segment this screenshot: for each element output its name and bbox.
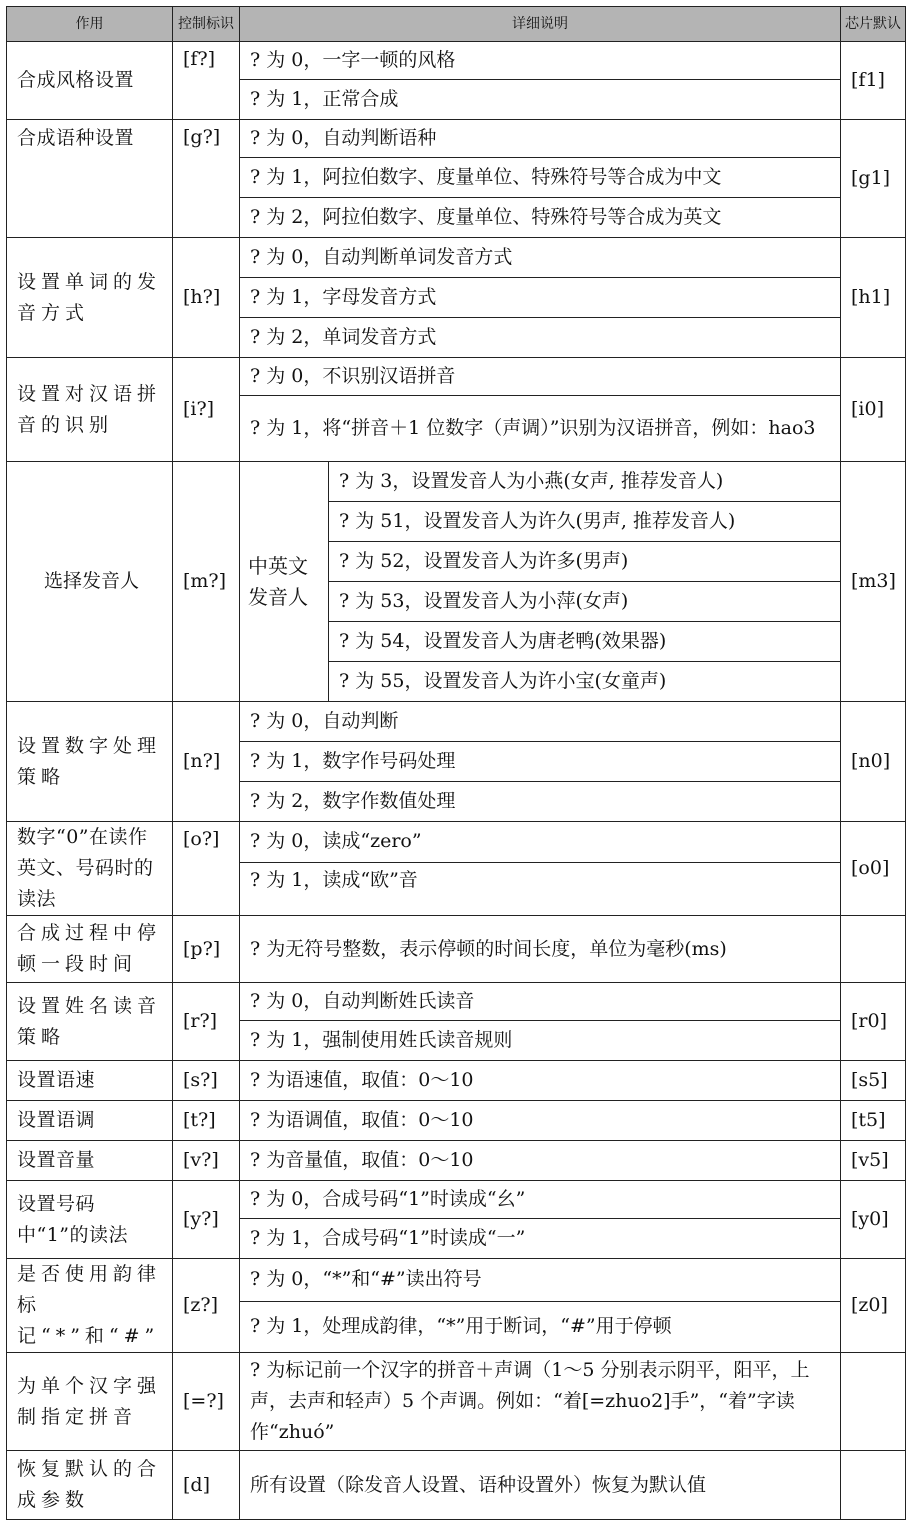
function-cell: 选择发音人 [7,462,173,702]
detail-cell: ? 为无符号整数，表示停顿的时间长度，单位为毫秒(ms) [240,916,841,983]
default-cell: [i0] [841,358,906,462]
detail-cell: ? 为 55，设置发音人为许小宝(女童声) [329,662,841,702]
default-cell: [y0] [841,1181,906,1259]
default-cell: [g1] [841,120,906,238]
table-row [7,1259,906,1302]
table-row [7,1061,906,1101]
table-row [7,1181,906,1219]
function-cell: 设置单词的发音方式 [7,238,173,358]
detail-cell: ? 为 53，设置发音人为小萍(女声) [329,582,841,622]
function-cell: 恢复默认的合成参数 [7,1451,173,1520]
table-row [7,983,906,1021]
default-cell [841,1451,906,1520]
table-row [7,822,906,863]
control-cell: [d] [173,1451,240,1520]
table-header-row [7,7,906,42]
default-cell: [h1] [841,238,906,358]
control-cell: [o?] [173,822,240,916]
detail-cell: ? 为 0，合成号码“1”时读成“幺” [240,1181,841,1219]
detail-cell: ? 为 0，自动判断姓氏读音 [240,983,841,1021]
control-cell: [y?] [173,1181,240,1259]
control-cell: [h?] [173,238,240,358]
detail-cell: ? 为 1，正常合成 [240,80,841,120]
control-cell: [v?] [173,1141,240,1181]
table-row [7,238,906,278]
detail-cell: ? 为 0，自动判断语种 [240,120,841,158]
detail-cell: ? 为 1，合成号码“1”时读成“一” [240,1219,841,1259]
detail-cell: ? 为 52，设置发音人为许多(男声) [329,542,841,582]
function-cell: 设置音量 [7,1141,173,1181]
table-row [7,358,906,396]
detail-cell: ? 为 54，设置发音人为唐老鸭(效果器) [329,622,841,662]
detail-cell: ? 为 1，数字作号码处理 [240,742,841,782]
table-row [7,1451,906,1520]
header-detail: 详细说明 [240,7,841,42]
function-cell: 合成过程中停顿一段时间 [7,916,173,983]
function-cell: 设置语调 [7,1101,173,1141]
function-cell: 为单个汉字强制指定拼音 [7,1353,173,1451]
control-cell: [t?] [173,1101,240,1141]
detail-cell: 所有设置（除发音人设置、语种设置外）恢复为默认值 [240,1451,841,1520]
control-cell: [n?] [173,702,240,822]
detail-cell: ? 为 1，将“拼音＋1 位数字（声调）”识别为汉语拼音，例如：hao3 [240,396,841,462]
header-function: 作用 [7,7,173,42]
default-cell: [t5] [841,1101,906,1141]
control-cell: [z?] [173,1259,240,1353]
default-cell: [v5] [841,1141,906,1181]
control-cell: [p?] [173,916,240,983]
control-cell: [f?] [173,42,240,120]
function-cell: 数字“0”在读作英文、号码时的读法 [7,822,173,916]
table-row [7,702,906,742]
default-cell: [n0] [841,702,906,822]
function-cell: 设置语速 [7,1061,173,1101]
default-cell: [f1] [841,42,906,120]
function-cell: 设置姓名读音策略 [7,983,173,1061]
detail-cell: ? 为 0，自动判断 [240,702,841,742]
table-row [7,1101,906,1141]
default-cell [841,916,906,983]
detail-cell: ? 为 1，强制使用姓氏读音规则 [240,1021,841,1061]
default-cell: [r0] [841,983,906,1061]
detail-cell: ? 为语调值，取值：0～10 [240,1101,841,1141]
detail-cell: ? 为 0，不识别汉语拼音 [240,358,841,396]
default-cell: [s5] [841,1061,906,1101]
detail-cell: ? 为 0，“*”和“#”读出符号 [240,1259,841,1302]
detail-cell: ? 为 0，自动判断单词发音方式 [240,238,841,278]
function-cell: 合成语种设置 [7,120,173,238]
detail-cell: ? 为标记前一个汉字的拼音＋声调（1～5 分别表示阴平，阳平，上声，去声和轻声）5 个声调。例如：“着[=zhuo2]手”，“着”字读作“zhuó” [240,1353,841,1451]
function-cell: 合成风格设置 [7,42,173,120]
detail-cell: ? 为音量值，取值：0～10 [240,1141,841,1181]
default-cell: [m3] [841,462,906,702]
table-row [7,462,906,502]
table-row [7,42,906,80]
table-row [7,1353,906,1451]
function-cell: 是否使用韵律标记“*”和“#” [7,1259,173,1353]
detail-cell: ? 为 1，处理成韵律，“*”用于断词，“#”用于停顿 [240,1301,841,1352]
control-cell: [r?] [173,983,240,1061]
default-cell: [o0] [841,822,906,916]
table-row [7,916,906,983]
control-cell: [g?] [173,120,240,238]
table-row [7,120,906,158]
function-cell: 设置数字处理策略 [7,702,173,822]
command-reference-table [6,6,906,1520]
default-cell: [z0] [841,1259,906,1353]
header-control: 控制标识 [173,7,240,42]
function-cell: 设置号码中“1”的读法 [7,1181,173,1259]
detail-cell: ? 为 0，读成“zero” [240,822,841,863]
control-cell: [s?] [173,1061,240,1101]
detail-cell: ? 为 1，字母发音方式 [240,278,841,318]
detail-cell: ? 为 3，设置发音人为小燕(女声, 推荐发音人) [329,462,841,502]
control-cell: [m?] [173,462,240,702]
control-cell: [i?] [173,358,240,462]
default-cell [841,1353,906,1451]
detail-cell: ? 为 2，单词发音方式 [240,318,841,358]
detail-cell: ? 为 1，读成“欧”音 [240,862,841,915]
header-default: 芯片默认 [841,7,906,42]
detail-cell: ? 为语速值，取值：0～10 [240,1061,841,1101]
control-cell: [=?] [173,1353,240,1451]
detail-cell: ? 为 2，数字作数值处理 [240,782,841,822]
detail-cell: ? 为 2，阿拉伯数字、度量单位、特殊符号等合成为英文 [240,198,841,238]
detail-cell: ? 为 0，一字一顿的风格 [240,42,841,80]
detail-cell: ? 为 1，阿拉伯数字、度量单位、特殊符号等合成为中文 [240,158,841,198]
detail-cell: ? 为 51，设置发音人为许久(男声, 推荐发音人) [329,502,841,542]
table-row [7,1141,906,1181]
voice-group-cell: 中英文发音人 [240,462,329,702]
function-cell: 设置对汉语拼音的识别 [7,358,173,462]
